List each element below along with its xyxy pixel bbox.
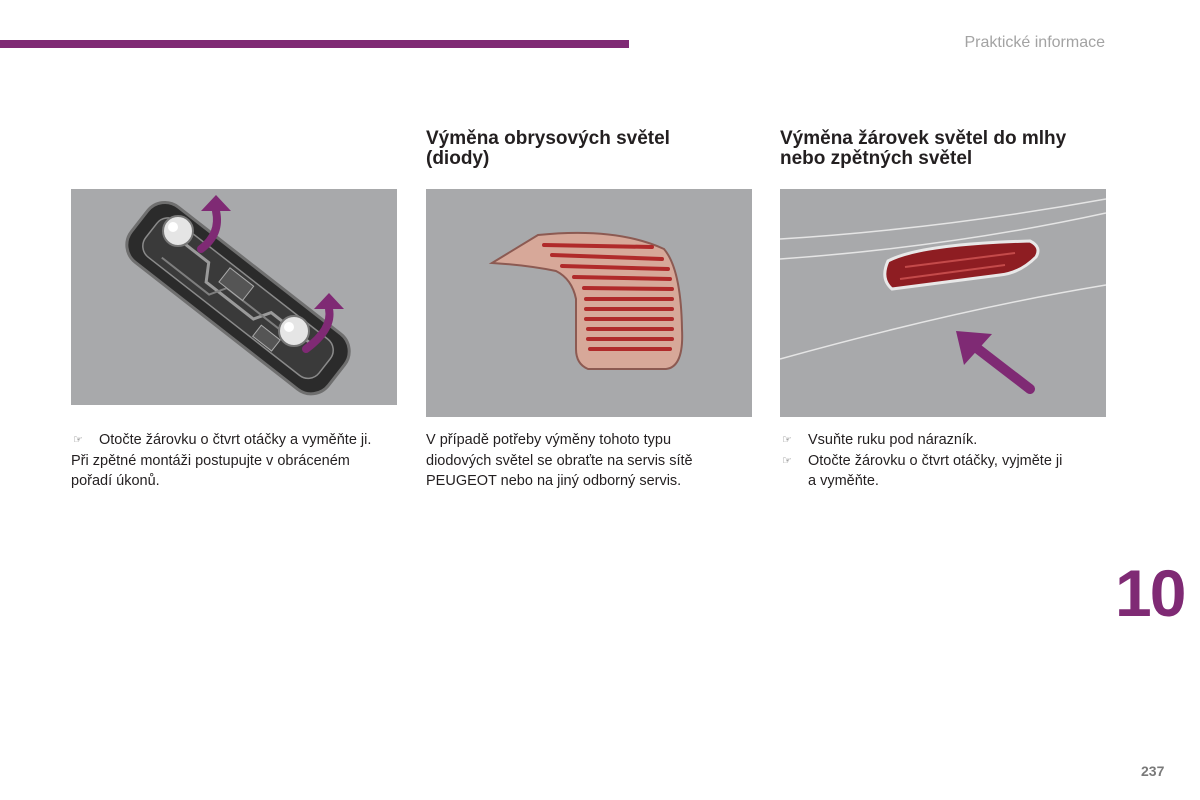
led-tail-lamp-icon bbox=[426, 189, 752, 417]
pointing-hand-icon: ☞ bbox=[782, 454, 792, 467]
bullet-item bbox=[780, 451, 1110, 472]
heading-line: Výměna obrysových světel bbox=[426, 128, 670, 149]
paragraph-line: PEUGEOT nebo na jiný odborný servis. bbox=[426, 473, 682, 489]
section-title: Praktické informace bbox=[964, 34, 1105, 51]
bumper-fog-lamp-icon bbox=[780, 189, 1106, 417]
heading-line: nebo zpětných světel bbox=[780, 148, 973, 169]
heading-fog-reverse-lamps bbox=[780, 129, 1066, 169]
bullet-item-continuation bbox=[780, 471, 1110, 492]
paragraph-line: diodových světel se obraťte na servis sítě bbox=[426, 452, 693, 469]
heading-line: (diody) bbox=[426, 148, 490, 169]
pointing-hand-icon: ☞ bbox=[782, 434, 792, 446]
bulb-holder-figure bbox=[71, 189, 397, 405]
paragraph-line: V případě potřeby výměny tohoto typu bbox=[426, 432, 672, 448]
bullet-text: Vsuňte ruku pod nárazník. bbox=[808, 432, 978, 448]
column-2-text bbox=[426, 430, 746, 492]
heading-line: Výměna žárovek světel do mlhy bbox=[780, 128, 1067, 149]
page-number: 237 bbox=[1141, 763, 1165, 779]
bullet-text: Otočte žárovku o čtvrt otáčky, vyjměte ji bbox=[808, 452, 1063, 469]
column-3-text bbox=[780, 430, 1110, 492]
paragraph: Při zpětné montáži postupujte v obráceném pořadí úkonů. bbox=[71, 452, 350, 489]
bullet-item bbox=[780, 430, 1110, 451]
column-1-text bbox=[71, 430, 411, 492]
rear-lamp-bulb-holder-icon bbox=[71, 189, 397, 405]
bullet-text: a vyměňte. bbox=[808, 473, 879, 489]
chapter-number: 10 bbox=[1115, 556, 1185, 630]
header-accent-bar bbox=[0, 40, 629, 48]
bullet-item bbox=[71, 430, 411, 451]
fog-lamp-figure bbox=[780, 189, 1106, 417]
heading-led-lamps bbox=[426, 129, 670, 169]
pointing-hand-icon: ☞ bbox=[73, 434, 83, 446]
led-lamp-figure bbox=[426, 189, 752, 417]
bullet-text: Otočte žárovku o čtvrt otáčky a vyměňte ji. bbox=[99, 432, 372, 448]
